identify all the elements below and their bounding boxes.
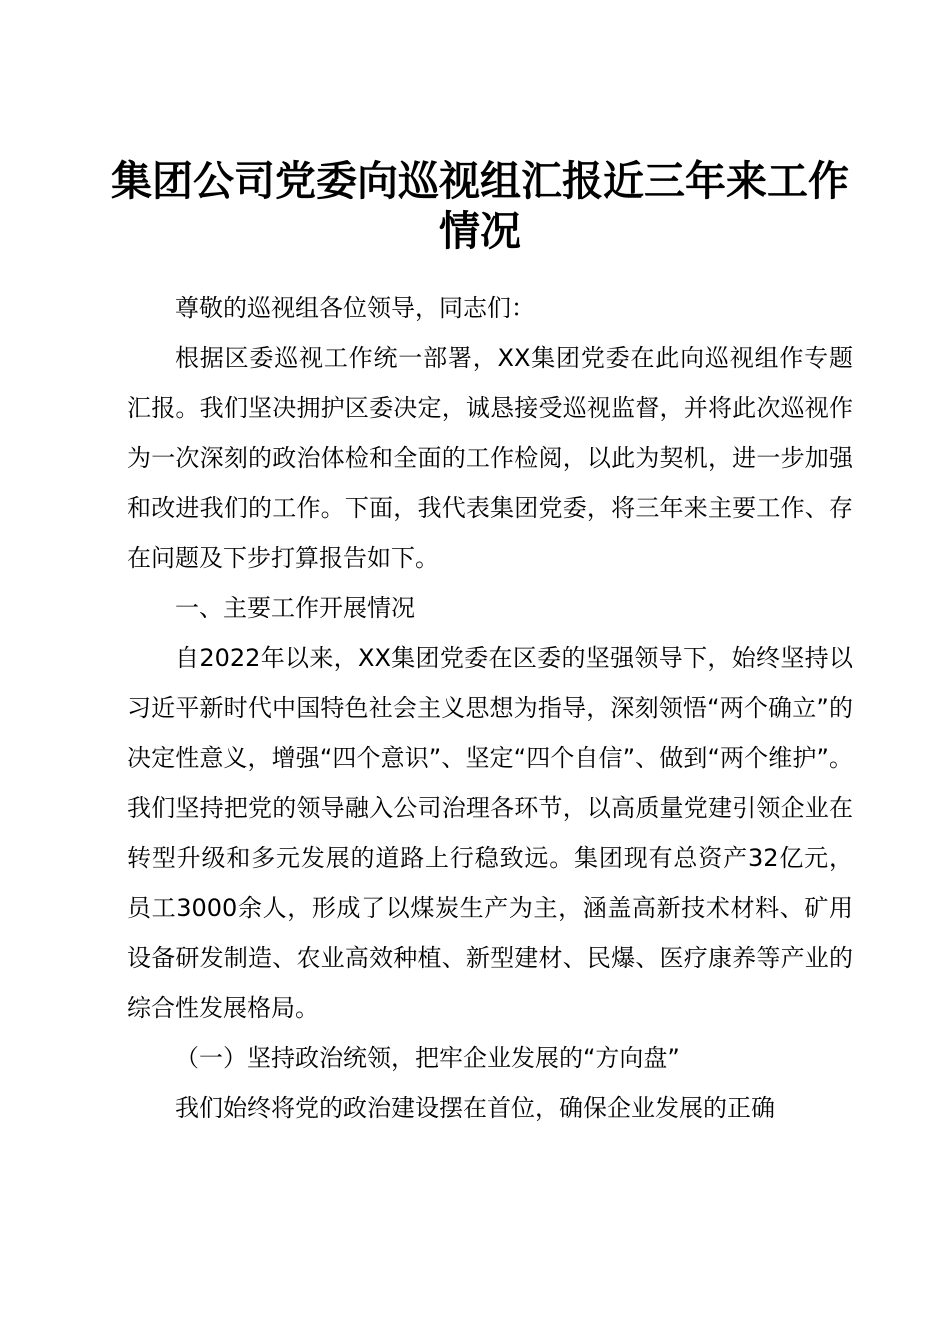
subsection-heading: （一）坚持政治统领，把牢企业发展的“方向盘” <box>175 1044 680 1072</box>
intro-paragraph: 根据区委巡视工作统一部署，XX集团党委在此向巡视组作专题汇报。我们坚决拥护区委决定，诚恳接受巡视监督，并将此次巡视作为一次深刻的政治体检和全面的工作检阅，以此为契机，进一步加强和改进我们的工作。下面，我代表集团党委，将三年来主要工作、存在问题及下步打算报告如下。 <box>127 344 853 572</box>
overview-paragraph: 自2022年以来，XX集团党委在区委的坚强领导下，始终坚持以习近平新时代中国特色社会主义思想为指导，深刻领悟“两个确立”的决定性意义，增强“四个意识”、坚定“四个自信”、做到“两个维护”。我们坚持把党的领导融入公司治理各环节，以高质量党建引领企业在转型升级和多元发展的道路上行稳致远。集团现有总资产32亿元，员工3000余人，形成了以煤炭生产为主，涵盖高新技术材料、矿用设备研发制造、农业高效种植、新型建材、民爆、医疗康养等产业的综合性发展格局。 <box>127 644 853 1022</box>
document-title: 集团公司党委向巡视组汇报近三年来工作情况 <box>111 157 849 255</box>
body-paragraph: 我们始终将党的政治建设摆在首位，确保企业发展的正确 <box>175 1094 775 1122</box>
document-body <box>127 283 853 1133</box>
section-heading: 一、主要工作开展情况 <box>175 594 415 622</box>
salutation-paragraph: 尊敬的巡视组各位领导，同志们： <box>175 294 535 322</box>
